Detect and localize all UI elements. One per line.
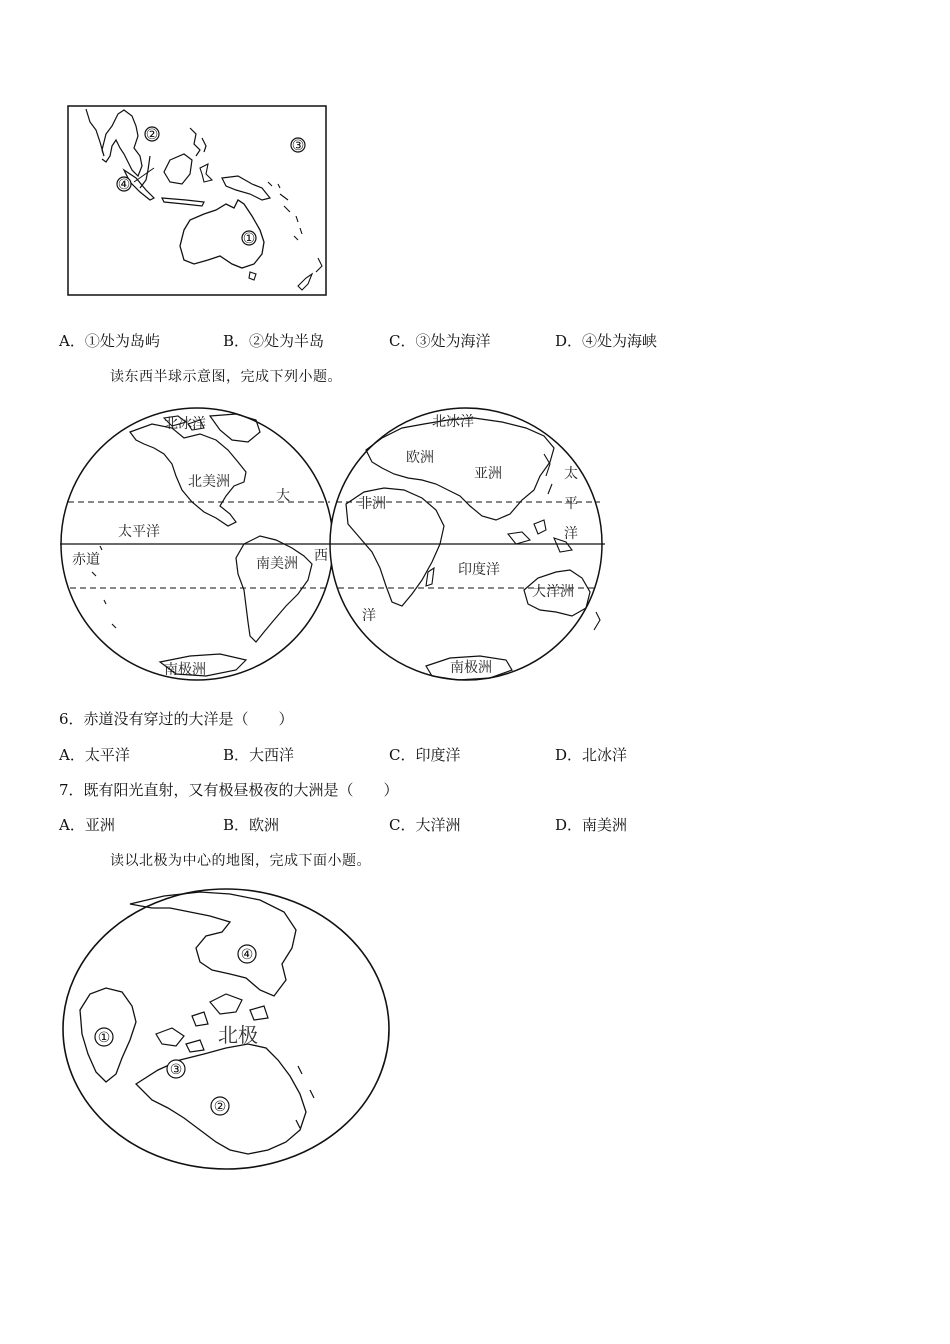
label-pacific-yang: 洋 (564, 526, 578, 542)
label-north-america: 北美洲 (188, 474, 230, 490)
marker-2: ② (145, 127, 159, 143)
q5-option-d[interactable]: D．④处为海峡 (555, 332, 658, 350)
label-indian-ocean: 印度洋 (458, 562, 500, 578)
label-atlantic-xi: 西 (314, 548, 328, 564)
polar-marker-1: ① (97, 1030, 111, 1046)
q6-option-c[interactable]: C．印度洋 (389, 746, 461, 764)
label-pacific-tai: 太 (564, 466, 578, 482)
label-atlantic-da: 大 (276, 488, 290, 504)
marker-3: ③ (291, 138, 305, 154)
hemispheres-map (60, 404, 610, 688)
label-asia: 亚洲 (474, 466, 502, 482)
q7-option-c[interactable]: C．大洋洲 (389, 816, 461, 834)
label-atlantic-yang: 洋 (362, 608, 376, 624)
q6-stem: 6．赤道没有穿过的大洋是（ ） (59, 710, 294, 728)
marker-4: ④ (117, 177, 131, 193)
label-arctic-east: 北冰洋 (432, 414, 474, 430)
label-south-america: 南美洲 (256, 556, 298, 572)
label-europe: 欧洲 (406, 450, 434, 466)
q6-option-b[interactable]: B．大西洋 (223, 746, 295, 764)
q7-option-b[interactable]: B．欧洲 (223, 816, 280, 834)
marker-1: ① (242, 231, 256, 247)
label-antarctica-west: 南极洲 (164, 662, 206, 678)
polar-marker-4: ④ (240, 947, 254, 963)
q7-option-a[interactable]: A．亚洲 (59, 816, 115, 834)
label-oceania: 大洋洲 (532, 584, 574, 600)
q5-option-b[interactable]: B．②处为半岛 (223, 332, 325, 350)
q5-option-c[interactable]: C．③处为海洋 (389, 332, 491, 350)
q7-stem: 7．既有阳光直射，又有极昼极夜的大洲是（ ） (59, 781, 399, 799)
north-pole-map (60, 884, 395, 1176)
label-africa: 非洲 (358, 496, 386, 512)
q5-option-a[interactable]: A．①处为岛屿 (59, 332, 160, 350)
label-equator: 赤道 (72, 552, 100, 568)
polar-marker-3: ③ (169, 1062, 183, 1078)
q6-option-d[interactable]: D．北冰洋 (555, 746, 628, 764)
label-antarctica-east: 南极洲 (450, 660, 492, 676)
intro-polar-map: 读以北极为中心的地图，完成下面小题。 (110, 853, 371, 869)
intro-hemispheres: 读东西半球示意图，完成下列小题。 (110, 369, 342, 385)
label-pacific-west: 太平洋 (118, 524, 160, 540)
label-arctic-west: 北冰洋 (164, 416, 206, 432)
southeast-asia-map (66, 104, 328, 298)
q7-option-d[interactable]: D．南美洲 (555, 816, 628, 834)
label-pacific-ping: 平 (564, 496, 578, 512)
polar-marker-2: ② (213, 1099, 227, 1115)
label-north-pole: 北极 (218, 1023, 258, 1047)
q6-option-a[interactable]: A．太平洋 (59, 746, 130, 764)
